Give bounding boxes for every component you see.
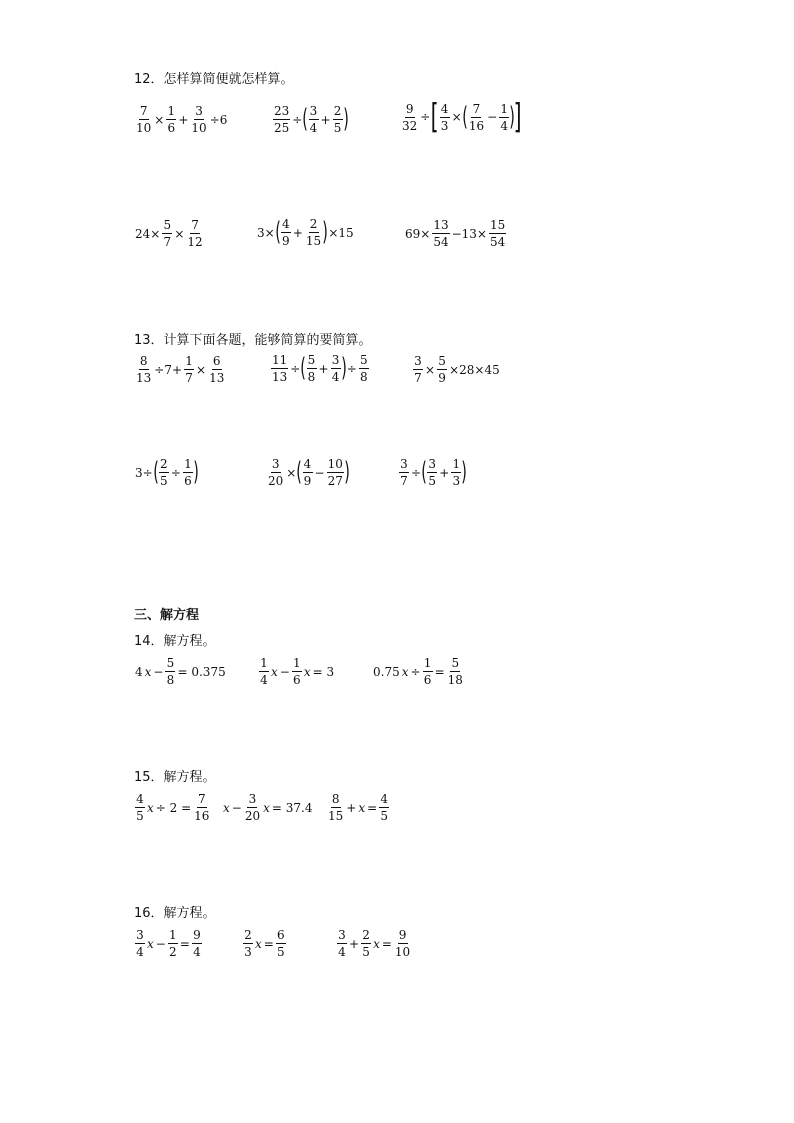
fraction-denominator: 5 [277,945,285,959]
equation-14-1 [134,657,227,686]
operator-text: − [487,110,498,125]
operator-text: + [349,936,360,951]
fraction-denominator: 3 [440,118,449,133]
fraction-denominator: 15 [328,809,344,823]
math-row [336,929,412,958]
fraction-denominator: 16 [194,809,210,823]
fraction-numerator: 5 [307,353,316,367]
fraction-denominator: 6 [423,673,432,687]
fraction-numerator: 10 [327,457,343,471]
fraction-numerator: 3 [136,928,144,942]
operator-text: − [231,800,242,815]
left-paren: ( [461,101,468,132]
expression-12-4 [134,219,205,248]
fraction [451,458,461,487]
expression-13-3 [412,355,501,384]
fraction-denominator: 3 [244,945,252,959]
expression-13-4 [134,458,198,487]
fraction-denominator: 5 [160,474,168,488]
fraction-numerator: 1 [185,354,193,368]
operator-text: ÷ 2 = [155,800,192,815]
fraction-numerator: 8 [139,354,148,368]
math-row [134,793,211,822]
fraction-denominator: 18 [447,673,463,687]
fraction-numerator: 7 [197,792,206,806]
expression-13-2 [270,354,370,383]
question-16-heading: 16．解方程。 [134,906,216,921]
fraction-numerator: 3 [195,104,203,118]
fraction [401,103,418,132]
operator-text: = 3 [312,664,335,679]
fraction [468,103,485,132]
fraction [399,458,409,487]
operator-text: ÷ [292,112,303,127]
expression-12-5 [256,218,355,247]
fraction-denominator: 6 [184,474,192,488]
question-15-heading: 15．解方程。 [134,770,216,785]
math-row [412,355,501,384]
fraction-numerator: 4 [136,792,144,806]
fraction [165,657,175,686]
fraction-numerator: 2 [309,217,318,231]
fraction-numerator: 1 [452,457,461,471]
operator-text: = 0.375 [177,664,226,679]
fraction-denominator: 3 [452,474,461,488]
right-bracket: ] [513,97,522,137]
fraction [276,929,286,958]
fraction-denominator: 8 [307,370,316,384]
fraction-numerator: 9 [193,928,201,942]
bracket-group [430,97,522,137]
fraction-denominator: 4 [309,121,318,135]
fraction-denominator: 5 [136,809,144,823]
fraction-denominator: 5 [362,945,370,959]
operator-text: = 37.4 [271,800,313,815]
expression-12-1 [134,105,228,134]
fraction-numerator: 3 [428,457,437,471]
fraction-numerator: 1 [167,104,176,118]
operator-text: 69× [405,226,431,241]
fraction-denominator: 8 [359,370,368,384]
math-row [404,219,507,248]
operator-text: 4 [135,664,143,679]
operator-text: ÷ [170,465,181,480]
question-12-heading: 12．怎样算简便就怎样算。 [134,72,294,87]
fraction [327,793,344,822]
math-row [258,657,335,686]
left-paren: ( [274,216,281,247]
fraction-denominator: 10 [191,121,207,135]
left-paren: ( [152,456,159,487]
fraction [440,103,450,132]
paren-group [276,218,328,247]
fraction-numerator: 2 [333,104,342,118]
variable: x [144,664,152,679]
math-row [222,793,314,822]
math-row [242,929,287,958]
expression-13-1 [134,355,226,384]
fraction [162,219,172,248]
operator-text: − [314,465,325,480]
fraction [244,793,261,822]
fraction [447,657,464,686]
fraction-numerator: 7 [139,104,148,118]
fraction [361,929,371,958]
math-row [134,105,228,134]
fraction-denominator: 13 [272,370,288,384]
equation-14-3 [372,657,465,686]
operator-text: × [174,226,185,241]
fraction-denominator: 5 [380,809,388,823]
fraction-numerator: 7 [191,218,199,232]
fraction-denominator: 9 [303,474,312,488]
fraction-numerator: 1 [293,656,301,670]
fraction-numerator: 7 [472,101,481,116]
paren-group [303,105,347,134]
equation-15-3 [326,793,390,822]
fraction-denominator: 54 [433,235,449,249]
fraction [186,219,203,248]
operator-text: × [286,465,297,480]
fraction-denominator: 27 [327,474,343,488]
equation-15-1 [134,793,211,822]
variable: x [358,800,366,815]
fraction-denominator: 4 [136,945,144,959]
operator-text: + [346,800,357,815]
fraction [489,219,506,248]
math-row [326,793,390,822]
fraction-denominator: 7 [414,371,422,385]
fraction-denominator: 4 [338,945,346,959]
operator-text: + [318,361,329,376]
fraction-numerator: 11 [272,353,288,367]
fraction [243,929,253,958]
fraction [437,355,447,384]
paren-group [154,458,198,487]
fraction-numerator: 4 [282,217,290,231]
fraction-numerator: 5 [163,218,172,232]
operator-text: ÷ [411,465,422,480]
fraction [192,929,202,958]
fraction [135,355,152,384]
fraction-numerator: 9 [405,101,414,116]
operator-text: 24× [135,226,161,241]
fraction-denominator: 10 [394,945,411,959]
fraction [379,793,389,822]
fraction [193,793,210,822]
math-row [134,458,198,487]
fraction-numerator: 4 [440,101,449,116]
left-paren: ( [421,456,427,487]
fraction [427,458,437,487]
left-bracket: [ [430,97,439,137]
fraction [305,218,322,247]
fraction-denominator: 32 [402,118,418,133]
operator-text: = [367,800,378,815]
operator-text: + [439,465,450,480]
math-row [134,657,227,686]
fraction-denominator: 7 [185,371,193,385]
fraction-numerator: 1 [184,457,192,471]
fraction-denominator: 13 [209,371,225,385]
fraction [307,354,317,383]
expression-13-6 [398,458,466,487]
paren-group [422,458,466,487]
fraction [331,354,341,383]
fraction-denominator: 6 [293,673,301,687]
operator-text: × [196,362,207,377]
fraction-numerator: 2 [244,928,252,942]
fraction [359,354,369,383]
fraction-numerator: 3 [271,457,280,471]
variable: x [303,664,311,679]
fraction-numerator: 2 [362,928,370,942]
fraction-numerator: 2 [160,457,168,471]
fraction-denominator: 4 [500,118,508,133]
fraction [267,458,284,487]
expression-12-6 [404,219,507,248]
fraction-denominator: 12 [187,235,203,249]
fraction-numerator: 3 [414,354,422,368]
fraction-denominator: 5 [428,474,437,488]
operator-text: ÷7+ [154,362,183,377]
fraction [271,354,288,383]
right-paren: ) [461,456,468,487]
fraction-numerator: 4 [303,457,312,471]
math-row [134,929,203,958]
fraction [184,355,194,384]
fraction-numerator: 3 [400,457,408,471]
variable: x [147,936,154,951]
math-row [134,355,226,384]
fraction [292,657,302,686]
operator-text: + [178,112,189,127]
paren-group [297,458,349,487]
fraction [166,105,176,134]
question-14-heading: 14．解方程。 [134,634,216,649]
paren-group [301,354,345,383]
operator-text: = [179,936,190,951]
variable: x [255,936,262,951]
variable: x [401,664,409,679]
fraction-denominator: 2 [169,945,177,959]
question-13-heading: 13．计算下面各题，能够简算的要简算。 [134,333,372,348]
expression-12-2 [272,105,348,134]
expression-12-3 [400,97,522,137]
operator-text: −13× [451,226,487,241]
fraction [303,458,313,487]
fraction [333,105,343,134]
operator-text: ×28×45 [449,362,500,377]
operator-text: + [320,112,331,127]
fraction-denominator: 7 [163,235,172,249]
fraction [259,657,269,686]
operator-text: ÷ [410,664,421,679]
variable: x [223,800,230,815]
fraction-numerator: 3 [309,104,318,118]
right-paren: ) [193,456,199,487]
operator-text: × [425,362,436,377]
equation-14-2 [258,657,335,686]
fraction-numerator: 9 [398,928,407,942]
fraction-numerator: 1 [423,656,432,670]
fraction-numerator: 3 [248,792,257,806]
fraction [135,929,145,958]
fraction-denominator: 8 [166,673,175,687]
math-row [272,105,348,134]
operator-text: + [292,225,303,240]
fraction [394,929,411,958]
fraction-numerator: 15 [490,218,506,232]
right-paren: ) [344,456,350,487]
right-paren: ) [322,216,329,247]
fraction-denominator: 5 [333,121,342,135]
fraction-denominator: 4 [193,945,201,959]
paren-group [463,103,515,132]
operator-text: 3÷ [135,465,153,480]
fraction-numerator: 3 [338,928,346,942]
operator-text: ÷ [346,361,357,376]
operator-text: ÷ [290,361,301,376]
fraction-numerator: 1 [169,928,177,942]
operator-text: × [451,110,462,125]
fraction-denominator: 4 [260,673,268,687]
operator-text: ×15 [328,225,354,240]
fraction-denominator: 4 [331,370,340,384]
fraction [413,355,423,384]
left-paren: ( [302,103,309,134]
fraction [273,105,290,134]
equation-16-3 [336,929,412,958]
fraction-numerator: 8 [331,792,340,806]
fraction-denominator: 6 [167,121,176,135]
fraction [135,105,152,134]
operator-text: = [381,936,392,951]
fraction [183,458,193,487]
fraction [135,793,145,822]
operator-text: 0.75 [373,664,400,679]
math-row [256,218,355,247]
math-row [270,354,370,383]
fraction-denominator: 9 [282,234,290,248]
equation-16-2 [242,929,287,958]
fraction [423,657,433,686]
fraction-numerator: 4 [380,792,388,806]
math-row [134,219,205,248]
fraction-denominator: 15 [305,234,322,248]
fraction-numerator: 1 [260,656,268,670]
math-row [266,458,349,487]
fraction-numerator: 5 [451,656,460,670]
fraction-numerator: 5 [166,656,175,670]
fraction [499,103,509,132]
math-row [398,458,466,487]
right-paren: ) [342,103,349,134]
fraction [432,219,449,248]
fraction-denominator: 20 [268,474,284,488]
fraction [337,929,347,958]
left-paren: ( [296,456,303,487]
fraction [281,218,291,247]
fraction-denominator: 9 [438,371,446,385]
fraction-denominator: 7 [400,474,408,488]
operator-text: ÷6 [209,112,228,127]
fraction [168,929,178,958]
fraction [208,355,225,384]
operator-text: × [154,112,165,127]
fraction-numerator: 5 [438,354,446,368]
fraction-denominator: 16 [468,118,485,133]
fraction-denominator: 25 [274,121,290,135]
variable: x [373,936,380,951]
expression-13-5 [266,458,349,487]
equation-16-1 [134,929,203,958]
fraction [327,458,344,487]
variable: x [271,664,278,679]
fraction-numerator: 5 [359,353,368,367]
fraction-denominator: 20 [244,809,261,823]
fraction-denominator: 13 [136,371,152,385]
operator-text: − [153,664,164,679]
operator-text: ÷ [420,110,431,125]
variable: x [147,800,154,815]
operator-text: − [155,936,166,951]
fraction [190,105,207,134]
operator-text: 3× [257,225,275,240]
section-3-heading: 三、解方程 [134,608,200,623]
fraction-denominator: 10 [136,121,152,135]
fraction-denominator: 54 [490,235,506,249]
operator-text: = [263,936,274,951]
fraction-numerator: 6 [212,354,221,368]
left-paren: ( [300,352,307,383]
right-paren: ) [509,101,516,132]
math-row [372,657,465,686]
fraction-numerator: 6 [277,928,285,942]
fraction [309,105,319,134]
operator-text: − [279,664,290,679]
fraction-numerator: 13 [433,218,449,232]
right-paren: ) [340,352,347,383]
fraction [159,458,169,487]
operator-text: = [434,664,445,679]
math-row [400,97,522,137]
fraction-numerator: 1 [500,101,508,116]
fraction-numerator: 3 [331,353,340,367]
equation-15-2 [222,793,314,822]
fraction-numerator: 23 [274,104,290,118]
variable: x [263,800,270,815]
